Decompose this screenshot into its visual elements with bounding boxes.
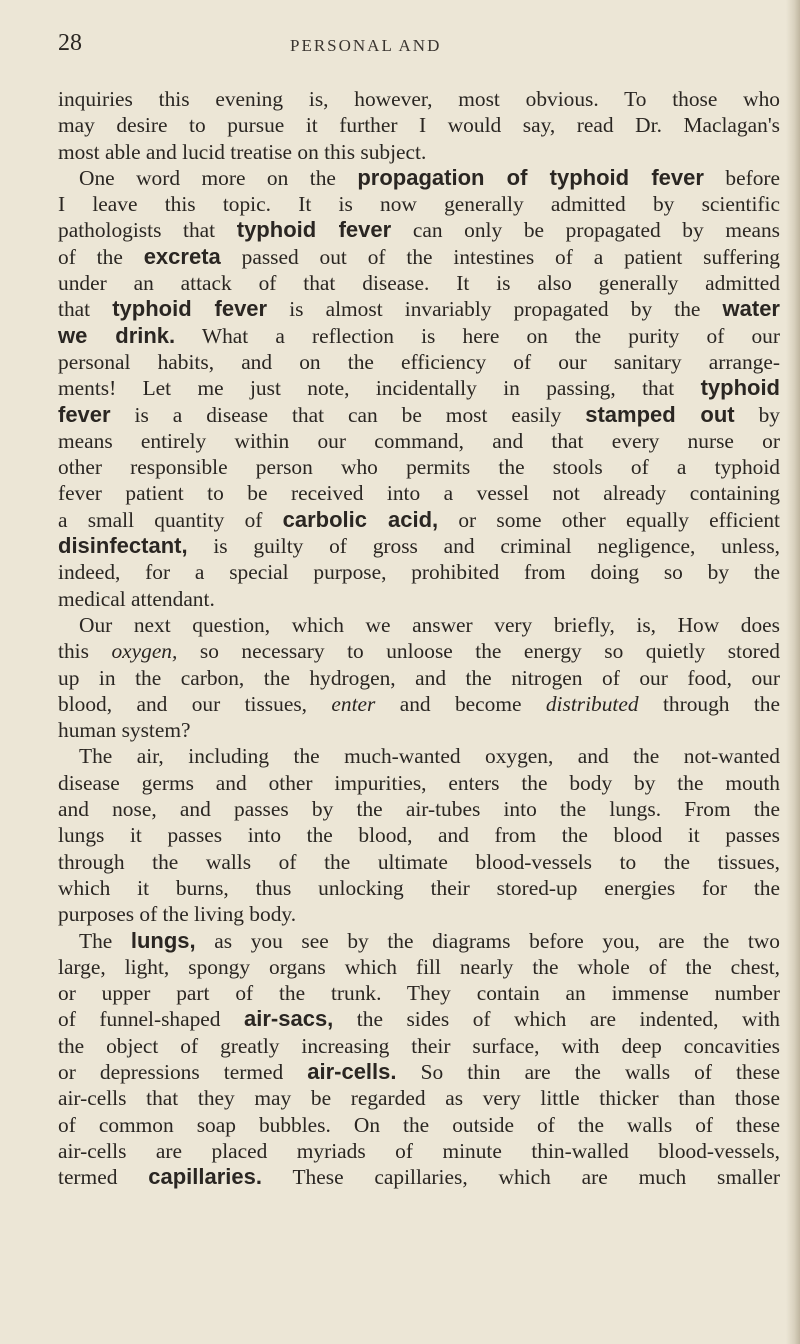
- text-line: [58, 112, 780, 138]
- emphasized-term: propagation of typhoid fever: [357, 164, 704, 190]
- text-line: [58, 954, 780, 980]
- emphasized-term: typhoid: [700, 375, 780, 401]
- emphasized-term: water: [722, 296, 780, 322]
- text-line: [58, 1033, 780, 1059]
- text-line: [58, 402, 780, 428]
- italic-term: oxygen,: [111, 639, 178, 664]
- text-segment: These capillaries, which are much smaller: [262, 1165, 780, 1190]
- text-line: [58, 349, 780, 375]
- text-line: [58, 454, 780, 480]
- text-segment: human system?: [58, 718, 191, 743]
- text-segment: this: [58, 639, 112, 664]
- text-line: [58, 1059, 780, 1085]
- text-segment: is guilty of gross and criminal negligence, unless,: [187, 534, 780, 559]
- text-segment: which it burns, thus unlocking their stored-up energies for the: [58, 875, 780, 900]
- page-number: 28: [58, 30, 82, 56]
- text-line: [58, 533, 780, 559]
- text-segment: indeed, for a special purpose, prohibited from doing so by the: [58, 560, 780, 585]
- text-line: [58, 86, 780, 112]
- page-edge-shadow: [786, 0, 800, 1344]
- text-segment: medical attendant.: [58, 586, 215, 611]
- text-line: [58, 191, 780, 217]
- text-segment: a small quantity of: [58, 507, 283, 532]
- text-line: [58, 691, 780, 717]
- text-segment: may desire to pursue it further I would say, read Dr. Maclagan's: [58, 113, 780, 138]
- text-segment: so necessary to unloose the energy so quietly stored: [177, 639, 780, 664]
- text-segment: personal habits, and on the efficiency of our sanitary arrange-: [58, 349, 780, 374]
- text-line: [58, 1085, 780, 1111]
- text-line: [58, 270, 780, 296]
- text-line: [58, 875, 780, 901]
- text-segment: up in the carbon, the hydrogen, and the nitrogen of our food, our: [58, 665, 780, 690]
- text-segment: and become: [375, 691, 546, 716]
- text-segment: through the: [638, 691, 780, 716]
- text-line: [58, 559, 780, 585]
- text-segment: the sides of which are indented, with: [333, 1007, 780, 1032]
- text-segment: other responsible person who permits the stools of a typhoid: [58, 455, 780, 480]
- text-segment: large, light, spongy organs which fill nearly the whole of the chest,: [58, 954, 780, 979]
- emphasized-term: typhoid fever: [236, 217, 392, 243]
- text-segment: means entirely within our command, and that every nurse or: [58, 428, 780, 453]
- text-segment: The: [79, 928, 131, 953]
- text-line: [58, 822, 780, 848]
- text-line: [58, 1112, 780, 1138]
- text-segment: air-cells are placed myriads of minute thin-walled blood-vessels,: [58, 1138, 780, 1163]
- emphasized-term: excreta: [143, 243, 221, 269]
- emphasized-term: we drink.: [58, 322, 176, 348]
- text-segment: passed out of the intestines of a patient suffering: [220, 244, 780, 269]
- emphasized-term: capillaries.: [148, 1164, 263, 1190]
- emphasized-term: carbolic acid,: [282, 506, 439, 532]
- text-line: [58, 901, 780, 927]
- text-segment: of the: [58, 244, 144, 269]
- text-segment: or upper part of the trunk. They contain an immense number: [58, 981, 780, 1006]
- text-segment: or some other equally efficient: [438, 507, 780, 532]
- text-line: [58, 217, 780, 243]
- body-text: [58, 86, 780, 1190]
- text-segment: purposes of the living body.: [58, 902, 297, 927]
- text-line: [58, 638, 780, 664]
- text-line: [58, 717, 780, 743]
- text-segment: ments! Let me just note, incidentally in passing, that: [58, 376, 701, 401]
- text-line: [58, 480, 780, 506]
- running-head: PERSONAL AND: [290, 36, 442, 55]
- text-segment: most able and lucid treatise on this subject.: [58, 139, 427, 164]
- text-segment: by: [734, 402, 780, 427]
- text-segment: One word more on the: [79, 165, 358, 190]
- text-line: [58, 586, 780, 612]
- text-line: [58, 1006, 780, 1032]
- text-segment: before: [703, 165, 781, 190]
- text-line: [58, 507, 780, 533]
- italic-term: distributed: [545, 691, 639, 716]
- text-line: [58, 928, 780, 954]
- text-line: [58, 796, 780, 822]
- text-line: [58, 244, 780, 270]
- text-line: [58, 665, 780, 691]
- page-header: [58, 30, 778, 70]
- text-segment: The air, including the much-wanted oxygen, and the not-wanted: [79, 744, 780, 769]
- text-segment: can only be propagated by means: [391, 218, 780, 243]
- emphasized-term: disinfectant,: [58, 533, 188, 559]
- text-line: [58, 980, 780, 1006]
- text-segment: the object of greatly increasing their surface, with deep concavities: [58, 1033, 780, 1058]
- text-segment: I leave this topic. It is now generally admitted by scientific: [58, 192, 780, 217]
- text-line: [58, 165, 780, 191]
- text-segment: inquiries this evening is, however, most obvious. To those who: [58, 87, 780, 111]
- text-segment: is almost invariably propagated by the: [267, 297, 723, 322]
- text-line: [58, 770, 780, 796]
- emphasized-term: stamped out: [585, 401, 735, 427]
- text-segment: fever patient to be received into a vessel not already containing: [58, 481, 780, 506]
- text-segment: termed: [58, 1165, 149, 1190]
- text-line: [58, 849, 780, 875]
- text-segment: air-cells that they may be regarded as very little thicker than those: [58, 1086, 780, 1111]
- text-segment: blood, and our tissues,: [58, 691, 332, 716]
- text-line: [58, 139, 780, 165]
- text-line: [58, 1138, 780, 1164]
- text-segment: disease germs and other impurities, enters the body by the mouth: [58, 770, 780, 795]
- text-segment: or depressions termed: [58, 1059, 308, 1084]
- text-line: [58, 296, 780, 322]
- emphasized-term: typhoid fever: [112, 296, 268, 322]
- emphasized-term: fever: [58, 401, 111, 427]
- text-segment: through the walls of the ultimate blood-vessels to the tissues,: [58, 849, 780, 874]
- text-line: [58, 612, 780, 638]
- emphasized-term: air-sacs,: [244, 1006, 334, 1032]
- italic-term: enter: [331, 691, 376, 716]
- text-segment: under an attack of that disease. It is also generally admitted: [58, 271, 780, 296]
- text-segment: is a disease that can be most easily: [110, 402, 586, 427]
- text-segment: pathologists that: [58, 218, 237, 243]
- text-line: [58, 375, 780, 401]
- text-segment: lungs it passes into the blood, and from the blood it passes: [58, 823, 780, 848]
- text-segment: of common soap bubbles. On the outside of the walls of these: [58, 1112, 780, 1137]
- text-line: [58, 1164, 780, 1190]
- emphasized-term: air-cells.: [307, 1058, 397, 1084]
- text-segment: So thin are the walls of these: [396, 1059, 780, 1084]
- text-line: [58, 428, 780, 454]
- text-segment: What a reflection is here on the purity of our: [175, 323, 780, 348]
- text-line: [58, 323, 780, 349]
- text-segment: of funnel-shaped: [58, 1007, 244, 1032]
- text-segment: as you see by the diagrams before you, are the two: [195, 928, 780, 953]
- text-segment: Our next question, which we answer very briefly, is, How does: [79, 612, 780, 637]
- text-line: [58, 743, 780, 769]
- text-segment: that: [58, 297, 113, 322]
- text-segment: and nose, and passes by the air-tubes into the lungs. From the: [58, 797, 780, 822]
- emphasized-term: lungs,: [130, 927, 196, 953]
